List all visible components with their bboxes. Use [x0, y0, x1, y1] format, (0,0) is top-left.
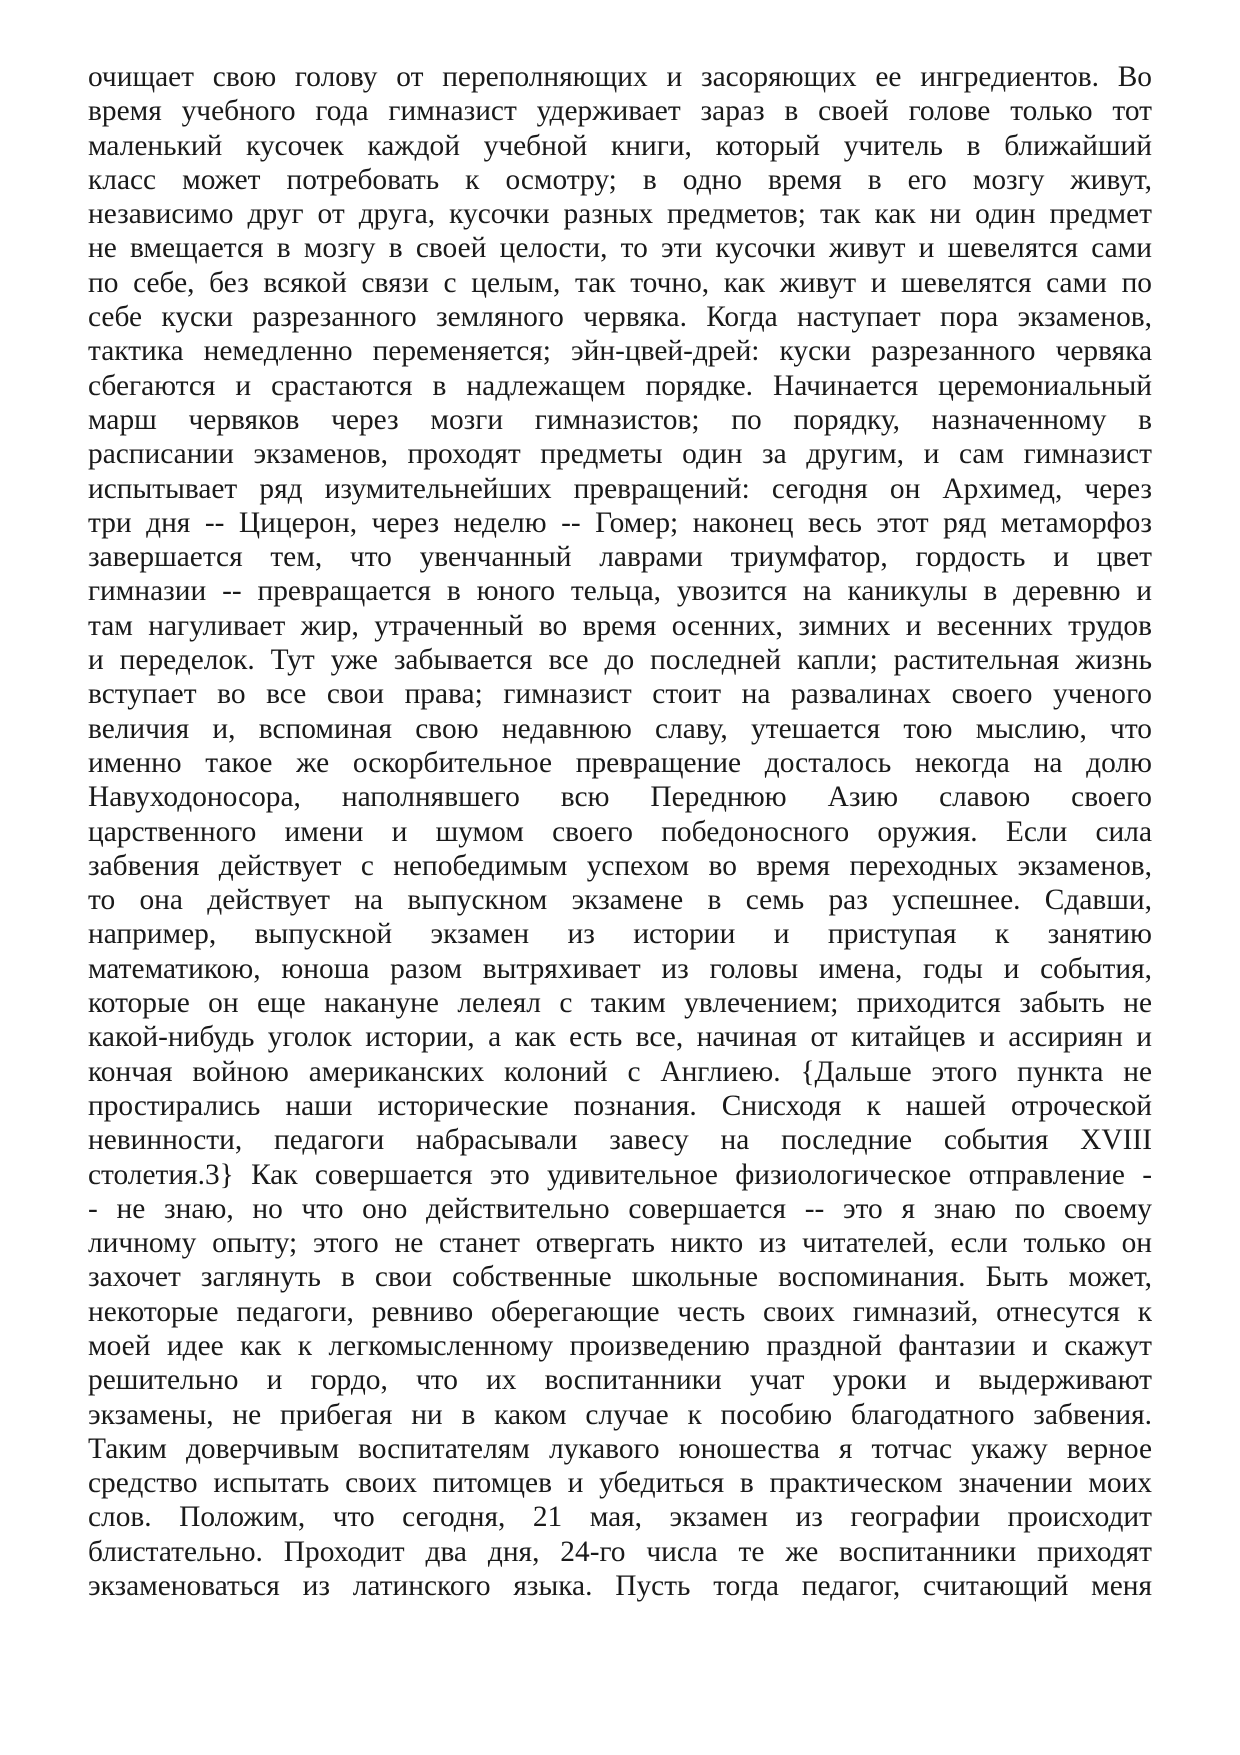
text-line: время учебного года гимназист удерживает зараз в своей голове только тот — [88, 95, 1152, 128]
text-line: очищает свою голову от переполняющих и засоряющих ее ингредиентов. Во — [88, 61, 1152, 93]
text-line: личному опыту; этого не станет отвергать никто из читателей, если только он — [88, 1227, 1152, 1260]
text-line: например, выпускной экзамен из истории и приступая к занятию — [88, 918, 1152, 951]
text-line: Навуходоносора, наполнявшего всю Переднюю Азию славою своего — [88, 781, 1152, 814]
text-line: и переделок. Тут уже забывается все до последней капли; растительная жизнь — [88, 644, 1152, 677]
text-line: моей идее как к легкомысленному произведению праздной фантазии и скажут — [88, 1329, 1152, 1362]
text-line: величия и, вспоминая свою недавнюю славу, утешается тою мыслию, что — [88, 712, 1152, 745]
text-line: тактика немедленно переменяется; эйн-цвей-дрей: куски разрезанного червяка — [88, 335, 1152, 368]
text-line: именно такое же оскорбительное превращение досталось некогда на долю — [88, 746, 1152, 779]
text-line: которые он еще накануне лелеял с таким увлечением; приходится забыть не — [88, 987, 1152, 1020]
text-line: решительно и гордо, что их воспитанники учат уроки и выдерживают — [88, 1364, 1152, 1397]
text-line: какой-нибудь уголок истории, а как есть все, начиная от китайцев и ассириян и — [88, 1021, 1152, 1054]
text-line: слов. Положим, что сегодня, 21 мая, экзамен из географии происходит — [88, 1501, 1152, 1534]
text-line: испытывает ряд изумительнейших превращений: сегодня он Архимед, через — [88, 472, 1152, 505]
text-line: там нагуливает жир, утраченный во время осенних, зимних и весенних трудов — [88, 609, 1152, 642]
text-line: себе куски разрезанного земляного червяка. Когда наступает пора экзаменов, — [88, 301, 1152, 334]
text-line: расписании экзаменов, проходят предметы один за другим, и сам гимназист — [88, 438, 1152, 471]
text-line: забвения действует с непобедимым успехом во время переходных экзаменов, — [88, 849, 1152, 882]
text-line: Таким доверчивым воспитателям лукавого юношества я тотчас укажу верное — [88, 1432, 1152, 1465]
text-line: не вмещается в мозгу в своей целости, то эти кусочки живут и шевелятся сами — [88, 232, 1152, 265]
text-line: сбегаются и срастаются в надлежащем порядке. Начинается церемониальный — [88, 369, 1152, 402]
text-line: класс может потребовать к осмотру; в одно время в его мозгу живут, — [88, 163, 1152, 196]
text-line: блистательно. Проходит два дня, 24-го числа те же воспитанники приходят — [88, 1535, 1152, 1568]
text-line: гимназии -- превращается в юного тельца, увозится на каникулы в деревню и — [88, 575, 1152, 608]
text-line: независимо друг от друга, кусочки разных предметов; так как ни один предмет — [88, 198, 1152, 231]
text-line: завершается тем, что увенчанный лаврами триумфатор, гордость и цвет — [88, 541, 1152, 574]
text-line: вступает во все свои права; гимназист стоит на развалинах своего ученого — [88, 678, 1152, 711]
text-line: по себе, без всякой связи с целым, так точно, как живут и шевелятся сами по — [88, 266, 1152, 299]
text-line: три дня -- Цицерон, через неделю -- Гомер; наконец весь этот ряд метаморфоз — [88, 506, 1152, 539]
text-line: столетия.3} Как совершается это удивительное физиологическое отправление - — [88, 1158, 1152, 1191]
text-line: захочет заглянуть в свои собственные школьные воспоминания. Быть может, — [88, 1261, 1152, 1294]
text-line: экзамены, не прибегая ни в каком случае к пособию благодатного забвения. — [88, 1398, 1152, 1431]
body-text — [88, 60, 1152, 1603]
text-line: простирались наши исторические познания. Снисходя к нашей отроческой — [88, 1089, 1152, 1122]
text-line: маленький кусочек каждой учебной книги, который учитель в ближайший — [88, 129, 1152, 162]
text-line: экзаменоваться из латинского языка. Пусть тогда педагог, считающий меня — [88, 1570, 1152, 1603]
text-line: - не знаю, но что оно действительно совершается -- это я знаю по своему — [88, 1192, 1152, 1225]
text-line: невинности, педагоги набрасывали завесу на последние события XVIII — [88, 1124, 1152, 1157]
text-line: некоторые педагоги, ревниво оберегающие честь своих гимназий, отнесутся к — [88, 1295, 1152, 1328]
text-line: марш червяков через мозги гимназистов; по порядку, назначенному в — [88, 403, 1152, 436]
text-line: средство испытать своих питомцев и убедиться в практическом значении моих — [88, 1467, 1152, 1500]
text-line: математикою, юноша разом вытряхивает из головы имена, годы и события, — [88, 952, 1152, 985]
text-line: кончая войною американских колоний с Англиею. {Дальше этого пункта не — [88, 1055, 1152, 1088]
text-line: то она действует на выпускном экзамене в семь раз успешнее. Сдавши, — [88, 884, 1152, 917]
text-line: царственного имени и шумом своего победоносного оружия. Если сила — [88, 815, 1152, 848]
